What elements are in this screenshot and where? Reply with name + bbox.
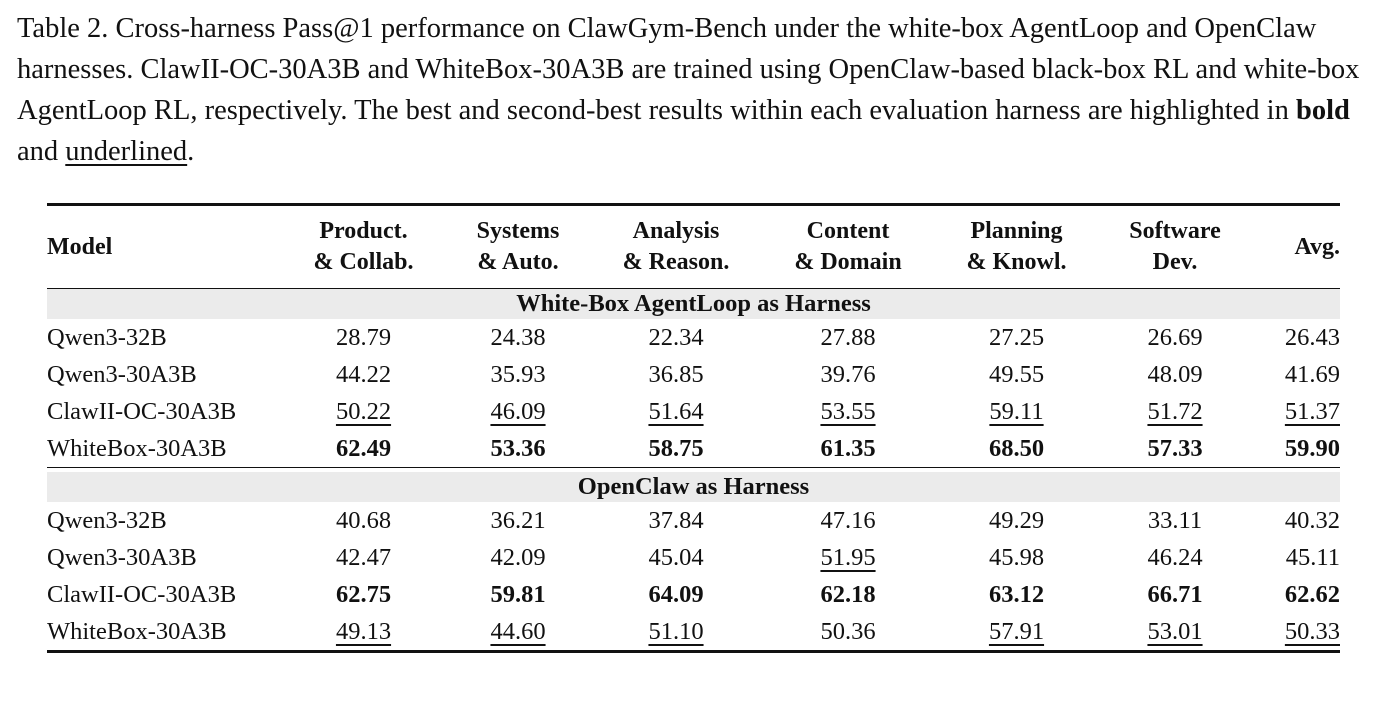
table-row (47, 576, 1340, 613)
score-cell: 49.29 (988, 506, 1045, 534)
avg-value-cell: 40.32 (1284, 506, 1340, 534)
score-cell: 61.35 (820, 434, 876, 462)
model-name-cell: Qwen3-32B (47, 323, 167, 351)
score-cell: 45.04 (648, 543, 704, 571)
table-row (47, 502, 1340, 539)
score-cell: 50.36 (820, 617, 876, 645)
header-avg: Avg. (1294, 233, 1340, 260)
table-row (47, 319, 1340, 356)
header-product-collab: Product. & Collab. (313, 218, 414, 275)
score-cell: 33.11 (1147, 506, 1203, 534)
header-row (47, 205, 1340, 289)
avg-value-cell: 50.33 (1284, 617, 1340, 645)
score-cell: 48.09 (1147, 360, 1203, 388)
table-row (47, 430, 1340, 468)
header-systems-auto: Systems & Auto. (476, 218, 560, 275)
model-name-cell: Qwen3-32B (47, 506, 167, 534)
header-planning-knowl: Planning & Knowl. (966, 218, 1067, 275)
score-cell: 51.72 (1147, 397, 1203, 425)
score-cell: 50.22 (335, 397, 392, 425)
score-cell: 46.09 (490, 397, 546, 425)
model-name-cell: ClawII-OC-30A3B (47, 580, 237, 608)
score-cell: 22.34 (648, 323, 704, 351)
results-table (47, 203, 1340, 653)
score-cell: 51.10 (648, 617, 704, 645)
table-row (47, 393, 1340, 430)
score-cell: 49.13 (335, 617, 392, 645)
score-cell: 42.09 (490, 543, 546, 571)
section-title: OpenClaw as Harness (47, 472, 1340, 502)
score-cell: 64.09 (648, 580, 704, 608)
avg-value-cell: 41.69 (1284, 360, 1340, 388)
score-cell: 45.98 (988, 543, 1045, 571)
score-cell: 27.88 (820, 323, 876, 351)
score-cell: 40.68 (335, 506, 392, 534)
score-cell: 66.71 (1147, 580, 1203, 608)
score-cell: 39.76 (820, 360, 876, 388)
group-whitebox (47, 289, 1340, 468)
score-cell: 57.33 (1147, 434, 1203, 462)
section-header-row (47, 289, 1340, 320)
score-cell: 62.75 (335, 580, 392, 608)
model-name-cell: WhiteBox-30A3B (47, 617, 227, 645)
score-cell: 68.50 (988, 434, 1045, 462)
score-cell: 35.93 (490, 360, 546, 388)
score-cell: 59.81 (490, 580, 546, 608)
score-cell: 51.95 (820, 543, 876, 571)
score-cell: 62.18 (820, 580, 876, 608)
caption-and: and (17, 136, 66, 167)
score-cell: 57.91 (988, 617, 1045, 645)
table-row (47, 539, 1340, 576)
score-cell: 63.12 (988, 580, 1045, 608)
score-cell: 59.11 (989, 397, 1044, 425)
table-caption (17, 8, 1377, 172)
score-cell: 47.16 (820, 506, 876, 534)
avg-value-cell: 26.43 (1284, 323, 1340, 351)
score-cell: 53.55 (820, 397, 876, 425)
score-cell: 37.84 (648, 506, 704, 534)
score-cell: 49.55 (988, 360, 1045, 388)
score-cell: 51.64 (648, 397, 704, 425)
model-name-cell: ClawII-OC-30A3B (47, 397, 237, 425)
avg-value-cell: 45.11 (1285, 543, 1340, 571)
section-title: White-Box AgentLoop as Harness (47, 289, 1340, 320)
caption-bold-word: bold (1295, 95, 1350, 126)
model-name-cell: Qwen3-30A3B (47, 543, 197, 571)
score-cell: 53.01 (1147, 617, 1203, 645)
score-cell: 26.69 (1147, 323, 1203, 351)
caption-text: Table 2. Cross-harness Pass@1 performance on ClawGym-Bench under the white-box AgentLoop and OpenClaw harnesses. ClawII-OC-30A3B and WhiteBox-30A3B are trained using OpenClaw-based black-box RL and white-box AgentLoop RL, respectively. The best and second-best results within each evaluation harness are highlighted in (17, 13, 1360, 126)
caption-underlined-word: underlined (65, 136, 188, 167)
header-content-domain: Content & Domain (794, 218, 902, 275)
score-cell: 24.38 (490, 323, 546, 351)
score-cell: 58.75 (648, 434, 704, 462)
score-cell: 53.36 (490, 434, 546, 462)
model-name-cell: Qwen3-30A3B (47, 360, 197, 388)
table-row (47, 613, 1340, 652)
avg-value-cell: 62.62 (1284, 580, 1340, 608)
score-cell: 62.49 (335, 434, 392, 462)
score-cell: 28.79 (335, 323, 392, 351)
group-openclaw (47, 468, 1340, 652)
score-cell: 44.60 (490, 617, 546, 645)
caption-period: . (187, 136, 195, 167)
score-cell: 42.47 (335, 543, 392, 571)
score-cell: 44.22 (335, 360, 392, 388)
model-name-cell: WhiteBox-30A3B (47, 434, 227, 462)
score-cell: 36.21 (490, 506, 546, 534)
section-header-row (47, 472, 1340, 502)
avg-value-cell: 59.90 (1284, 434, 1340, 462)
score-cell: 46.24 (1147, 543, 1203, 571)
table-row (47, 356, 1340, 393)
avg-value-cell: 51.37 (1284, 397, 1340, 425)
score-cell: 36.85 (648, 360, 704, 388)
header-software-dev: Software Dev. (1129, 218, 1221, 275)
score-cell: 27.25 (988, 323, 1045, 351)
header-model: Model (47, 233, 113, 260)
header-analysis-reason: Analysis & Reason. (622, 218, 730, 275)
